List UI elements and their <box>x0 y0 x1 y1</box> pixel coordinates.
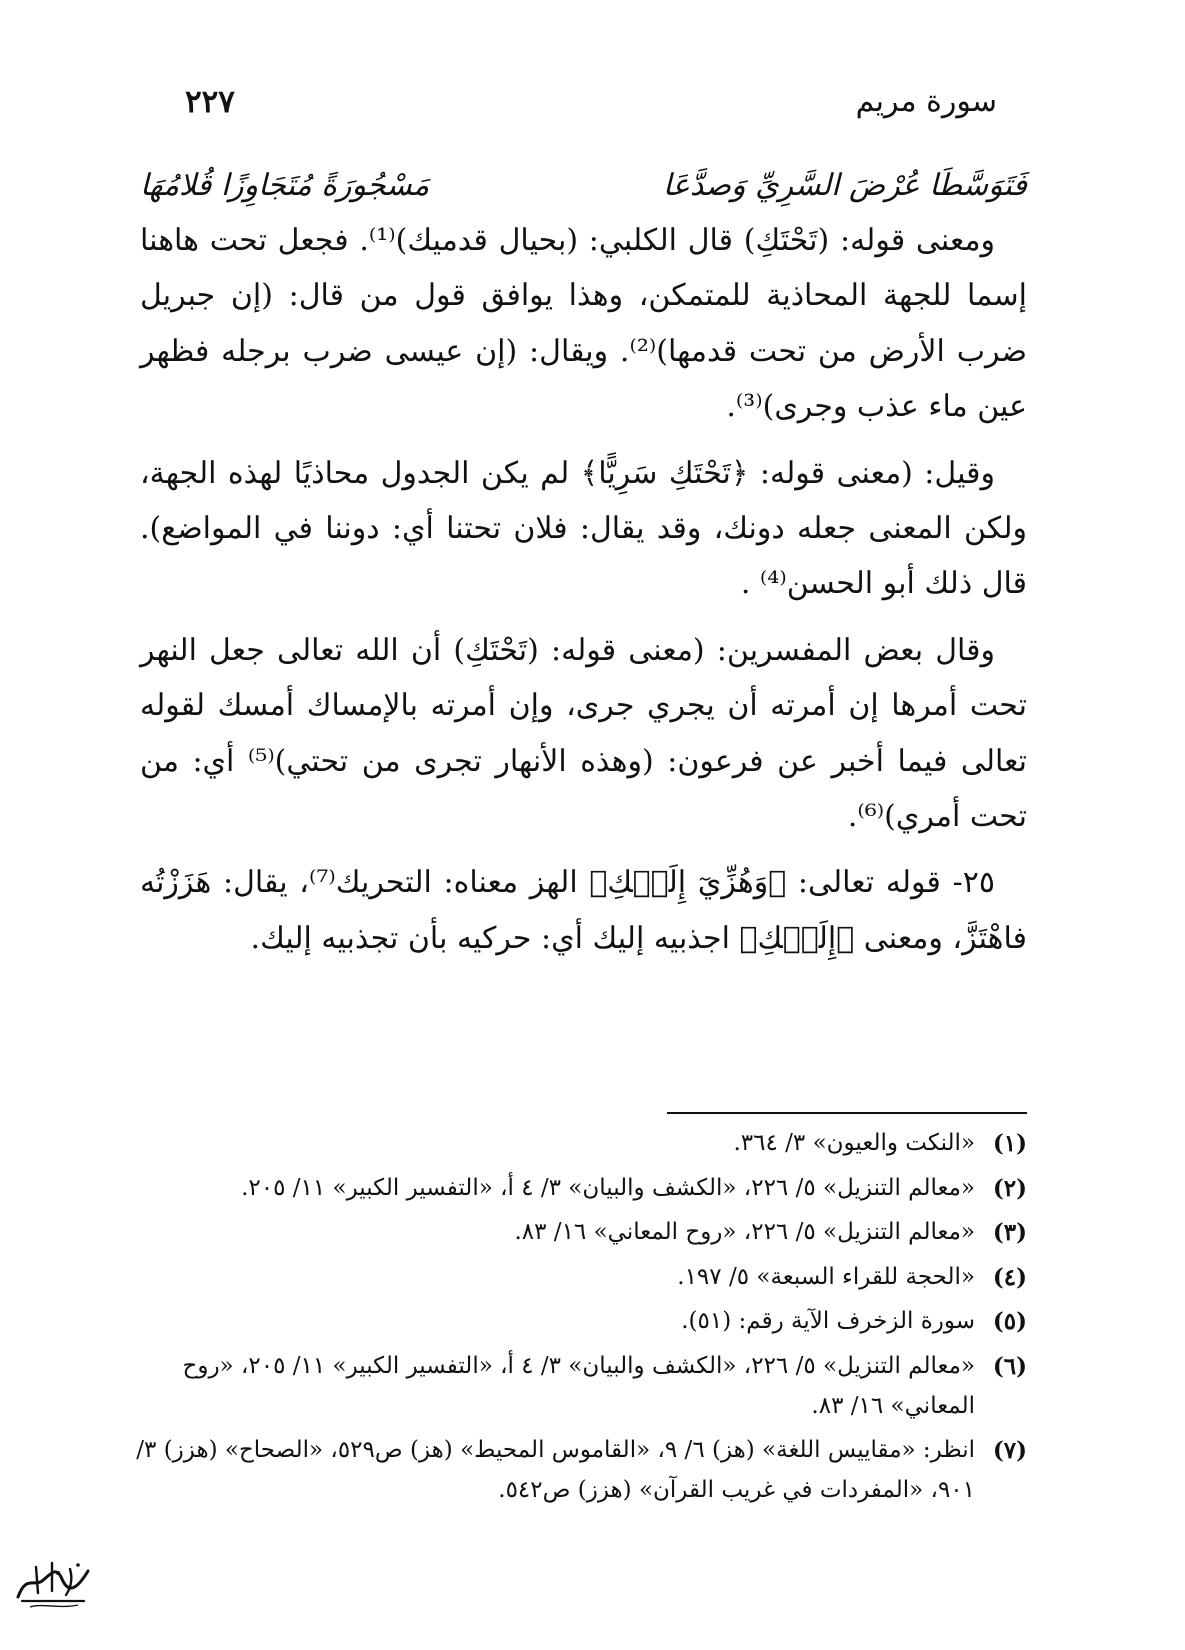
footnote-text: انظر: «مقاييس اللغة» (هز) ٦/ ٩، «القاموس المحيط» (هز) ص٥٢٩، «الصحاح» (هزز) ٣/ ٩٠١، «المفردات في غريب القرآن» (هزز) ص٥٤٢. <box>136 1437 975 1503</box>
footnote-text: «النكت والعيون» ٣/ ٣٦٤. <box>733 1130 975 1156</box>
footnote-text: «معالم التنزيل» ٥/ ٢٢٦، «الكشف والبيان» ٣/ ٤ أ، «التفسير الكبير» ١١/ ٢٠٥، «روح المعاني» ١٦/ ٨٣. <box>182 1352 975 1419</box>
paragraph: ٢٥- قوله تعالى: ﴿وَهُزِّيٓ إِلَيۡكِ﴾ الهز معناه: التحريك⁽⁷⁾، يقال: هَزَزْتُه فاهْتَزَّ، ومعنى ﴿إِلَيۡكِ﴾ اجذبيه إليك أي: حركيه بأن تجذبيه إليك. <box>140 865 1027 956</box>
calligraphy-logo-icon <box>12 1557 94 1611</box>
paragraph: وقيل: (معنى قوله: ﴿تَحْتَكِ سَرِيًّا﴾ لم يكن الجدول محاذيًا لهذه الجهة، ولكن المعنى جعله دونك، وقد يقال: فلان تحتنا أي: دوننا في المواضع). قال ذلك أبو الحسن⁽⁴⁾ . <box>140 455 1027 602</box>
footnote <box>120 1347 1027 1426</box>
footnote-text: «الحجة للقراء السبعة» ٥/ ١٩٧. <box>677 1263 975 1290</box>
surah-title: سورة مريم <box>855 84 997 119</box>
footnote-text: «معالم التنزيل» ٥/ ٢٢٦، «الكشف والبيان» ٣/ ٤ أ، «التفسير الكبير» ١١/ ٢٠٥. <box>241 1174 975 1201</box>
footnote-separator <box>667 1112 1027 1114</box>
footnote <box>120 1213 1027 1253</box>
footnote <box>120 1431 1027 1510</box>
footnote-number: (١) <box>992 1130 1027 1157</box>
footnotes <box>120 1124 1027 1515</box>
footnote-number: (٤) <box>992 1263 1027 1291</box>
verse-left-hemistich: مَسْجُورَةً مُتَجَاوِزًا قُلامُهَا <box>140 168 430 203</box>
footnote <box>120 1258 1027 1298</box>
footnote-number: (٦) <box>992 1352 1027 1380</box>
main-text <box>140 158 1027 966</box>
verse-right-hemistich: فَتَوَسَّطَا عُرْضَ السَّرِيِّ وَصدَّعَا <box>662 168 1027 203</box>
paragraph: ومعنى قوله: (تَحْتَكِ) قال الكلبي: (بحيال قدميك)⁽¹⁾. فجعل تحت هاهنا إسما للجهة المحاذية للمتمكن، وهذا يوافق قول من قال: (إن جبريل ضرب الأرض من تحت قدمها)⁽²⁾. ويقال: (إن عيسى ضرب برجله فظهر عين ماء عذب وجرى)⁽³⁾. <box>140 223 1027 425</box>
footnote-number: (٣) <box>992 1219 1027 1247</box>
poetry-verse <box>140 158 1027 213</box>
paragraph: وقال بعض المفسرين: (معنى قوله: (تَحْتَكِ) أن الله تعالى جعل النهر تحت أمرها إن أمرته أن يجري جرى، وإن أمرته بالإمساك أمسك لقوله تعالى فيما أخبر عن فرعون: (وهذه الأنهار تجرى من تحتي)⁽⁵⁾ أي: من تحت أمري)⁽⁶⁾. <box>140 632 1027 835</box>
page-header <box>185 84 997 130</box>
footnote-number: (٢) <box>992 1174 1027 1202</box>
footnote-number: (٧) <box>992 1437 1027 1465</box>
footnote-text: سورة الزخرف الآية رقم: (٥١). <box>681 1308 975 1335</box>
footnote-text: «معالم التنزيل» ٥/ ٢٢٦، «روح المعاني» ١٦/ ٨٣. <box>514 1219 975 1246</box>
footnote <box>120 1302 1027 1342</box>
footnote <box>120 1124 1027 1164</box>
footnote-number: (٥) <box>992 1308 1027 1336</box>
footnote <box>120 1169 1027 1209</box>
page-number: ٢٢٧ <box>185 84 235 120</box>
